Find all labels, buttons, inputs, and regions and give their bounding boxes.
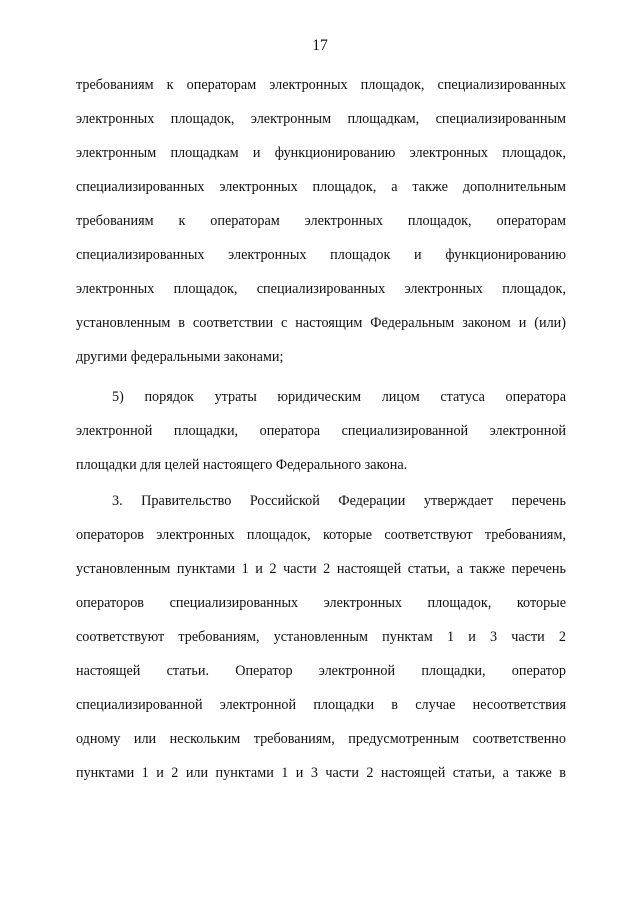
text-line: установленным пунктами 1 и 2 части 2 настоящей статьи, а также перечень xyxy=(76,561,566,577)
text-line: требованиям к операторам электронных площадок, специализированных xyxy=(76,77,566,93)
text-line: специализированных электронных площадок, а также дополнительным xyxy=(76,179,566,195)
text-line: одному или нескольким требованиям, предусмотренным соответственно xyxy=(76,731,566,747)
text-line: операторов специализированных электронных площадок, которые xyxy=(76,595,566,611)
paragraph-item-5 xyxy=(76,380,566,482)
text-line: специализированной электронной площадки в случае несоответствия xyxy=(76,697,566,713)
text-line: площадки для целей настоящего Федерального закона. xyxy=(76,457,408,473)
paragraph-clause-3 xyxy=(76,484,566,790)
text-line: требованиям к операторам электронных площадок, операторам xyxy=(76,213,566,229)
text-line: электронных площадок, специализированных электронных площадок, xyxy=(76,281,566,297)
text-line: настоящей статьи. Оператор электронной площадки, оператор xyxy=(76,663,566,679)
paragraph-requirements-continuation xyxy=(76,68,566,374)
text-line: другими федеральными законами; xyxy=(76,349,284,365)
text-line: операторов электронных площадок, которые соответствуют требованиям, xyxy=(76,527,566,543)
text-line: установленным в соответствии с настоящим Федеральным законом и (или) xyxy=(76,315,566,331)
text-line: электронной площадки, оператора специализированной электронной xyxy=(76,423,566,439)
text-line: 3. Правительство Российской Федерации утверждает перечень xyxy=(112,493,566,509)
text-line: электронных площадок, электронным площадкам, специализированным xyxy=(76,111,566,127)
text-line: 5) порядок утраты юридическим лицом статуса оператора xyxy=(112,389,566,405)
text-line: электронным площадкам и функционированию электронных площадок, xyxy=(76,145,566,161)
page-number: 17 xyxy=(312,37,328,54)
text-line: специализированных электронных площадок и функционированию xyxy=(76,247,566,263)
text-line: соответствуют требованиям, установленным пунктам 1 и 3 части 2 xyxy=(76,629,566,645)
text-line: пунктами 1 и 2 или пунктами 1 и 3 части 2 настоящей статьи, а также в xyxy=(76,765,566,781)
